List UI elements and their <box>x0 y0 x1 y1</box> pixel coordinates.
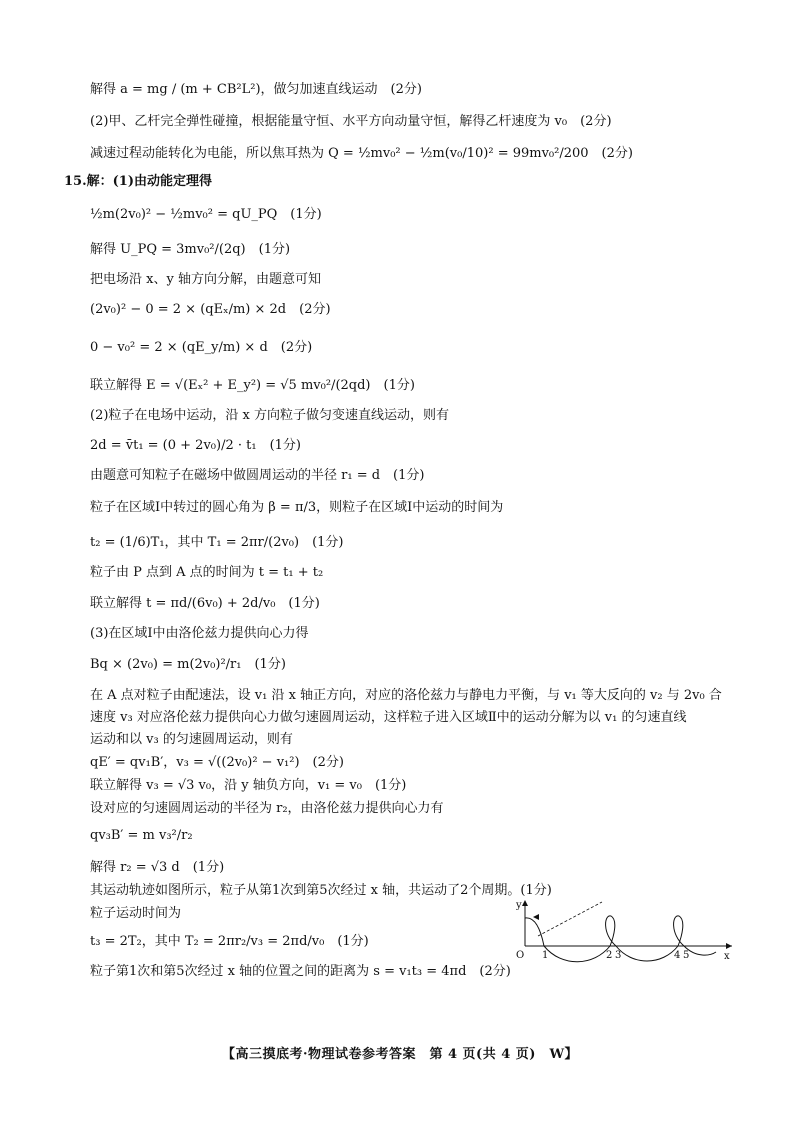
y-axis-arrow <box>522 900 528 906</box>
answer-line-22: 运动和以 v₃ 的匀速圆周运动，则有 <box>90 732 293 747</box>
answer-line-26: qv₃B′ = m v₃²/r₂ <box>90 828 193 843</box>
answer-line-6: 解得 U_PQ = 3mv₀²/(2q) (1分) <box>90 242 291 257</box>
crossing-label-4: 4 <box>674 950 681 961</box>
answer-line-28: 其运动轨迹如图所示，粒子从第1次到第5次经过 x 轴，共运动了2个周期。(1分) <box>90 883 552 898</box>
answer-line-31: 粒子第1次和第5次经过 x 轴的位置之间的距离为 s = v₁t₃ = 4πd (2分) <box>90 964 511 979</box>
answer-line-24: 联立解得 v₃ = √3 v₀，沿 y 轴负方向，v₁ = v₀ (1分) <box>90 778 407 793</box>
question-15-heading: 15.解：(1)由动能定理得 <box>64 174 212 189</box>
answer-line-21: 速度 v₃ 对应洛伦兹力提供向心力做匀速圆周运动，这样粒子进入区域Ⅱ中的运动分解为以 v₁ 的匀速直线 <box>90 710 687 725</box>
answer-line-12: 2d = v̄t₁ = (0 + 2v₀)/2 · t₁ (1分) <box>90 438 301 453</box>
answer-line-1: 解得 a = mg / (m + CB²L²)，做匀加速直线运动 (2分) <box>90 82 422 97</box>
crossing-label-2: 2 <box>606 950 613 961</box>
x-axis-label: x <box>724 951 730 962</box>
answer-line-25: 设对应的匀速圆周运动的半径为 r₂，由洛伦兹力提供向心力有 <box>90 801 444 816</box>
crossing-label-3: 3 <box>615 950 622 961</box>
origin-label: O <box>516 950 525 961</box>
y-axis-label: y <box>516 900 522 911</box>
answer-line-14: 粒子在区域Ⅰ中转过的圆心角为 β = π/3，则粒子在区域Ⅰ中运动的时间为 <box>90 500 504 515</box>
x-axis-arrow <box>726 943 732 949</box>
answer-line-7: 把电场沿 x、y 轴方向分解，由题意可知 <box>90 272 321 287</box>
answer-line-13: 由题意可知粒子在磁场中做圆周运动的半径 r₁ = d (1分) <box>90 468 425 483</box>
answer-line-19: Bq × (2v₀) = m(2v₀)²/r₁ (1分) <box>90 657 286 672</box>
trajectory-figure <box>510 896 740 976</box>
cycloid-trajectory <box>544 916 716 962</box>
answer-line-30: t₃ = 2T₂，其中 T₂ = 2πr₂/v₃ = 2πd/v₀ (1分) <box>90 934 369 949</box>
answer-line-27: 解得 r₂ = √3 d (1分) <box>90 860 225 875</box>
crossing-label-1: 1 <box>542 950 549 961</box>
answer-line-9: 0 − v₀² = 2 × (qE_y/m) × d (2分) <box>90 340 313 355</box>
dashed-guide <box>538 902 602 936</box>
answer-line-23: qE′ = qv₁B′，v₃ = √((2v₀)² − v₁²) (2分) <box>90 755 344 770</box>
answer-line-5: ½m(2v₀)² − ½mv₀² = qU_PQ (1分) <box>90 207 322 222</box>
answer-line-11: (2)粒子在电场中运动，沿 x 方向粒子做匀变速直线运动，则有 <box>90 408 450 423</box>
velocity-arrow <box>533 914 539 920</box>
answer-line-2: (2)甲、乙杆完全弹性碰撞，根据能量守恒、水平方向动量守恒，解得乙杆速度为 v₀ (2分) <box>90 114 612 129</box>
answer-line-8: (2v₀)² − 0 = 2 × (qEₓ/m) × 2d (2分) <box>90 302 331 317</box>
answer-line-10: 联立解得 E = √(Eₓ² + E_y²) = √5 mv₀²/(2qd) (1分) <box>90 378 415 393</box>
answer-line-17: 联立解得 t = πd/(6v₀) + 2d/v₀ (1分) <box>90 596 320 611</box>
answer-line-18: (3)在区域Ⅰ中由洛伦兹力提供向心力得 <box>90 626 309 641</box>
answer-line-16: 粒子由 P 点到 A 点的时间为 t = t₁ + t₂ <box>90 565 324 580</box>
answer-line-3: 减速过程动能转化为电能，所以焦耳热为 Q = ½mv₀² − ½m(v₀/10)² = 99mv₀²/200 (2分) <box>90 146 633 161</box>
answer-line-15: t₂ = (1/6)T₁，其中 T₁ = 2πr/(2v₀) (1分) <box>90 535 344 550</box>
answer-line-29: 粒子运动时间为 <box>90 906 182 921</box>
crossing-label-5: 5 <box>683 950 690 961</box>
initial-trajectory <box>525 918 544 946</box>
page-footer: 【高三摸底考·物理试卷参考答案 第 4 页(共 4 页) W】 <box>221 1047 579 1062</box>
answer-line-20: 在 A 点对粒子由配速法，设 v₁ 沿 x 轴正方向，对应的洛伦兹力与静电力平衡，与 v₁ 等大反向的 v₂ 与 2v₀ 合 <box>90 688 722 703</box>
